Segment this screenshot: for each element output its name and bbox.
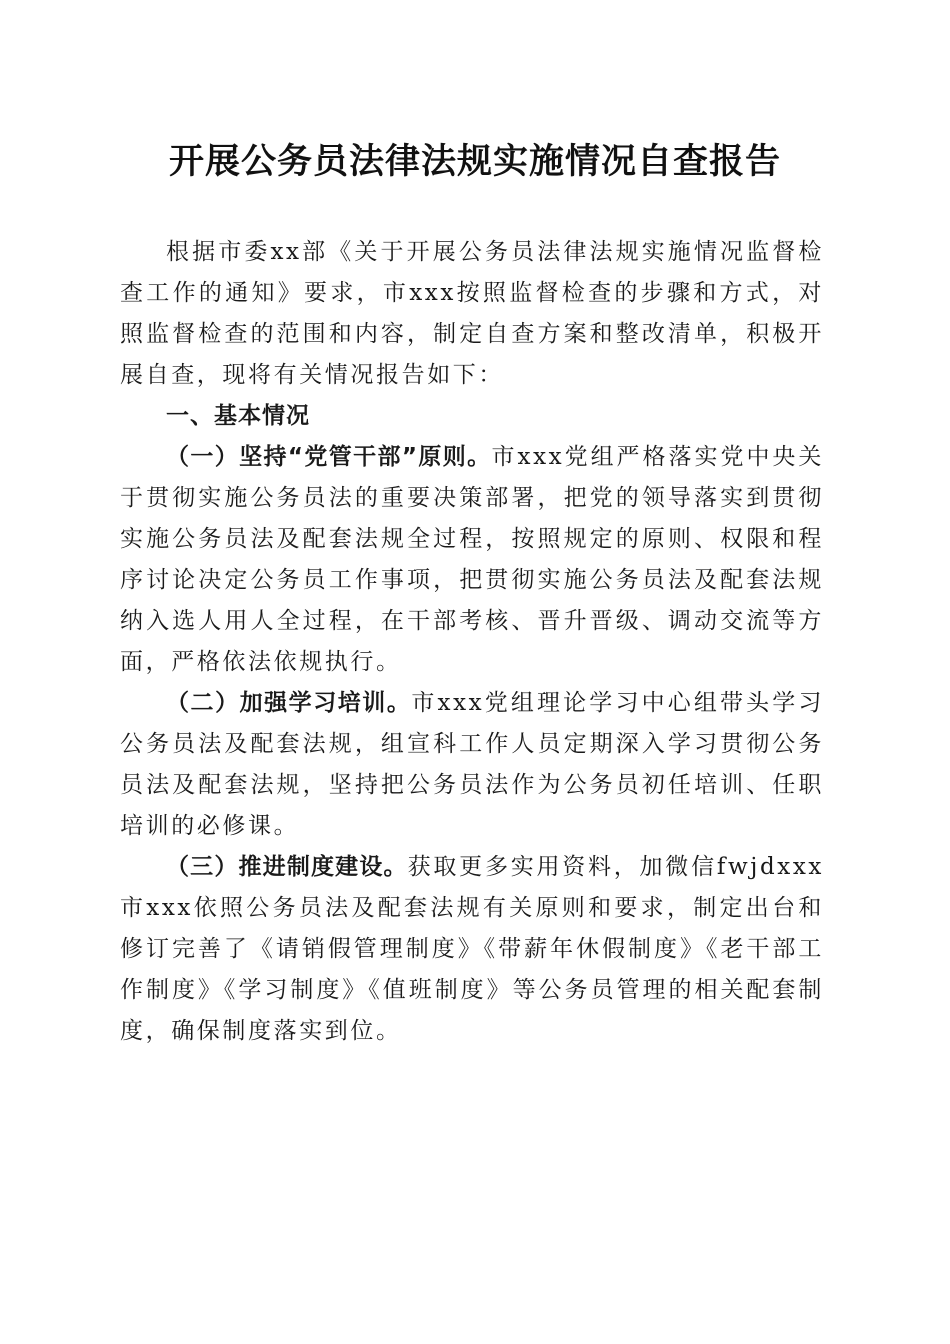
section-heading-basic: 一、基本情况: [166, 403, 310, 429]
item-paragraph-1: [120, 437, 824, 683]
item-lead-3: （三）推进制度建设。: [166, 854, 408, 880]
item-lead-2: （二）加强学习培训。: [166, 690, 412, 716]
document-body: [120, 232, 824, 1052]
item-paragraph-3: [120, 847, 824, 1052]
item-body-2: 市xxx党组理论学习中心组带头学习公务员法及配套法规，组宣科工作人员定期深入学习贯彻公务员法及配套法规，坚持把公务员法作为公务员初任培训、任职培训的必修课。: [120, 690, 824, 839]
item-body-3: 获取更多实用资料，加微信fwjdxxx市xxx依照公务员法及配套法规有关原则和要求，制定出台和修订完善了《请销假管理制度》《带薪年休假制度》《老干部工作制度》《学习制度》《值班制度》等公务员管理的相关配套制度，确保制度落实到位。: [120, 854, 825, 1044]
document-title: 开展公务员法律法规实施情况自查报告: [168, 141, 781, 182]
item-paragraph-2: [120, 683, 824, 847]
item-lead-1: （一）坚持“党管干部”原则。: [166, 444, 492, 470]
item-body-1: 市xxx党组严格落实党中央关于贯彻实施公务员法的重要决策部署，把党的领导落实到贯彻实施公务员法及配套法规全过程，按照规定的原则、权限和程序讨论决定公务员工作事项，把贯彻实施公务员法及配套法规纳入选人用人全过程，在干部考核、晋升晋级、调动交流等方面，严格依法依规执行。: [120, 444, 824, 675]
intro-paragraph: 根据市委xx部《关于开展公务员法律法规实施情况监督检查工作的通知》要求，市xxx按照监督检查的步骤和方式，对照监督检查的范围和内容，制定自查方案和整改清单，积极开展自查，现将有关情况报告如下：: [120, 239, 824, 388]
